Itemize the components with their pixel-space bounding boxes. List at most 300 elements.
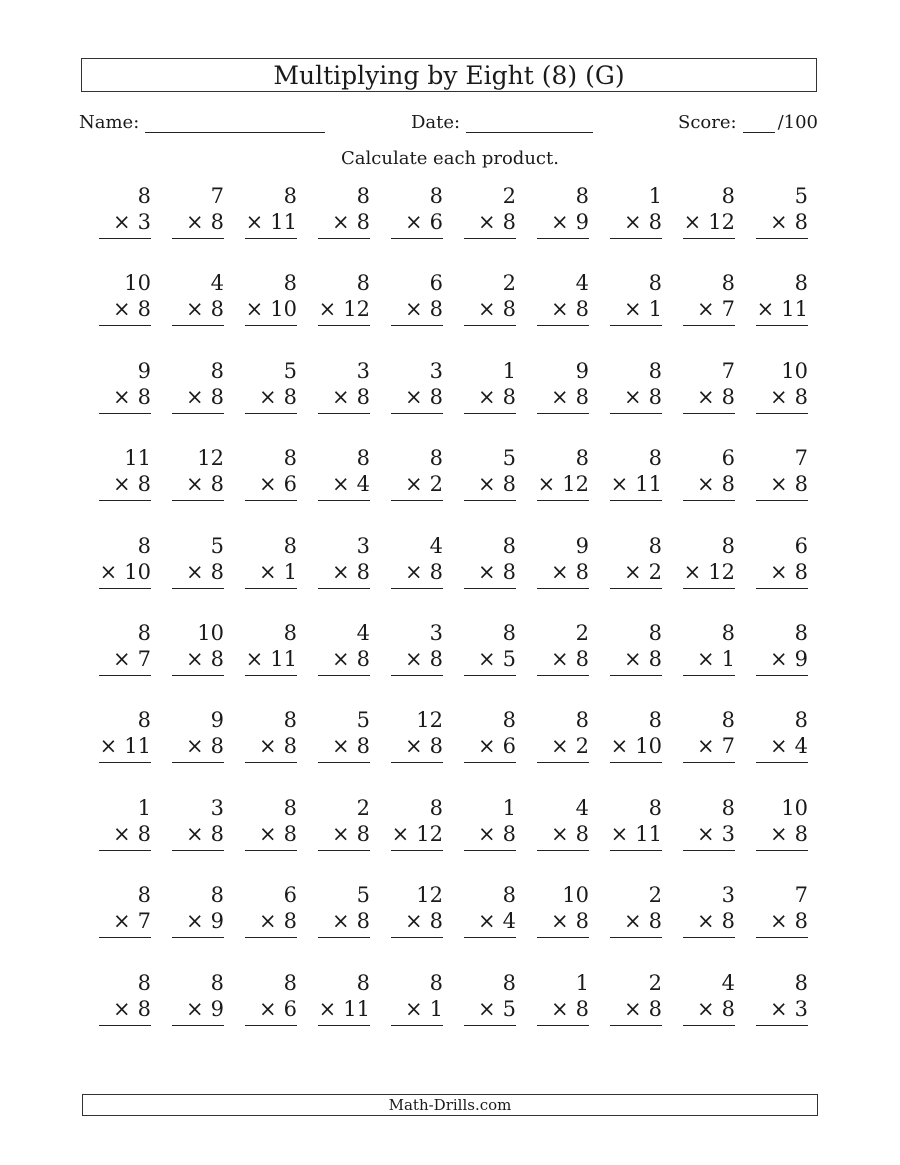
multiplier-line <box>318 908 370 938</box>
multiplicand: 1 <box>502 358 516 383</box>
multiplier-line <box>683 209 735 239</box>
multiplier-line <box>537 296 589 326</box>
multiplier: 8 <box>429 646 443 671</box>
multiplier: 8 <box>429 734 443 759</box>
times-operator: × <box>624 996 642 1021</box>
problem <box>301 793 374 880</box>
problem-grid <box>0 181 812 1055</box>
multiplier: 8 <box>210 210 224 234</box>
multiplicand: 8 <box>356 970 370 995</box>
multiplier: 8 <box>137 472 151 497</box>
problem <box>155 705 228 792</box>
multiplier-line <box>99 296 151 326</box>
multiplier-line <box>99 559 151 589</box>
multiplier-line <box>537 646 589 676</box>
multiplier-line <box>245 821 297 851</box>
times-operator: × <box>624 297 642 322</box>
problem <box>666 443 739 530</box>
problem <box>739 356 812 443</box>
multiplier: 9 <box>210 909 224 934</box>
multiplicand: 8 <box>137 620 151 645</box>
date-blank-line[interactable] <box>466 112 593 133</box>
multiplier: 6 <box>283 996 297 1021</box>
multiplier-line <box>172 296 224 326</box>
footer-credit: Math-Drills.com <box>82 1094 818 1116</box>
multiplier: 8 <box>356 384 370 409</box>
problem <box>374 531 447 618</box>
problem <box>593 880 666 967</box>
multiplier: 8 <box>429 909 443 934</box>
multiplier-line <box>245 209 297 239</box>
multiplier-line <box>391 646 443 676</box>
multiplicand: 5 <box>794 184 808 208</box>
multiplier: 8 <box>794 472 808 497</box>
problem <box>228 880 301 967</box>
multiplier-line <box>683 296 735 326</box>
multiplicand: 12 <box>416 883 443 908</box>
times-operator: × <box>186 996 204 1021</box>
multiplier: 8 <box>210 472 224 497</box>
problem <box>666 705 739 792</box>
times-operator: × <box>405 384 423 409</box>
times-operator: × <box>551 646 569 671</box>
problem <box>82 356 155 443</box>
times-operator: × <box>551 210 569 234</box>
multiplier-line <box>391 733 443 763</box>
problem <box>82 181 155 268</box>
multiplier-line <box>756 646 808 676</box>
multiplier-line <box>391 471 443 501</box>
problem <box>593 793 666 880</box>
multiplicand: 8 <box>794 970 808 995</box>
multiplicand: 8 <box>283 184 297 208</box>
multiplier: 8 <box>356 909 370 934</box>
multiplier: 11 <box>270 646 297 671</box>
problem <box>301 268 374 355</box>
times-operator: × <box>683 559 702 584</box>
multiplicand: 8 <box>794 708 808 733</box>
multiplier: 12 <box>708 559 735 584</box>
multiplicand: 7 <box>794 446 808 471</box>
multiplier: 8 <box>429 559 443 584</box>
problem <box>155 443 228 530</box>
times-operator: × <box>186 472 204 497</box>
multiplicand: 12 <box>416 708 443 733</box>
multiplier-line <box>683 733 735 763</box>
multiplier: 8 <box>356 821 370 846</box>
times-operator: × <box>697 734 715 759</box>
multiplier-line <box>245 296 297 326</box>
multiplicand: 3 <box>356 358 370 383</box>
problem <box>301 618 374 705</box>
problem <box>520 705 593 792</box>
multiplicand: 8 <box>721 271 735 296</box>
multiplicand: 7 <box>721 358 735 383</box>
times-operator: × <box>624 646 642 671</box>
multiplicand: 9 <box>575 533 589 558</box>
multiplicand: 8 <box>648 271 662 296</box>
problem <box>593 443 666 530</box>
problem <box>155 618 228 705</box>
problem <box>520 531 593 618</box>
multiplicand: 8 <box>575 708 589 733</box>
multiplier: 8 <box>137 821 151 846</box>
multiplier: 6 <box>429 210 443 234</box>
multiplier: 8 <box>648 909 662 934</box>
multiplicand: 8 <box>137 970 151 995</box>
multiplicand: 3 <box>721 883 735 908</box>
times-operator: × <box>537 472 556 497</box>
problem <box>155 531 228 618</box>
times-operator: × <box>770 909 788 934</box>
multiplicand: 2 <box>356 795 370 820</box>
times-operator: × <box>756 297 775 322</box>
times-operator: × <box>478 384 496 409</box>
multiplicand: 2 <box>502 271 516 296</box>
problem <box>593 968 666 1055</box>
times-operator: × <box>697 909 715 934</box>
problem <box>739 618 812 705</box>
times-operator: × <box>113 646 131 671</box>
multiplier: 7 <box>137 646 151 671</box>
times-operator: × <box>551 996 569 1021</box>
multiplier-line <box>683 821 735 851</box>
problem <box>447 968 520 1055</box>
multiplicand: 8 <box>429 184 443 208</box>
problem <box>374 443 447 530</box>
multiplicand: 12 <box>197 446 224 471</box>
problem <box>520 268 593 355</box>
multiplier-line <box>756 209 808 239</box>
multiplier: 8 <box>210 384 224 409</box>
times-operator: × <box>113 210 131 234</box>
multiplier-line <box>318 209 370 239</box>
multiplicand: 8 <box>794 620 808 645</box>
multiplier-line <box>537 384 589 414</box>
multiplier: 12 <box>708 210 735 234</box>
times-operator: × <box>770 472 788 497</box>
multiplier: 8 <box>210 559 224 584</box>
multiplier-line <box>391 384 443 414</box>
name-blank-line[interactable] <box>145 112 325 133</box>
multiplier: 8 <box>502 559 516 584</box>
worksheet-title: Multiplying by Eight (8) (G) <box>81 58 817 92</box>
problem <box>739 531 812 618</box>
times-operator: × <box>113 821 131 846</box>
multiplier-line <box>318 296 370 326</box>
multiplicand: 10 <box>197 620 224 645</box>
times-operator: × <box>697 646 715 671</box>
multiplicand: 8 <box>356 446 370 471</box>
problem <box>739 443 812 530</box>
multiplicand: 8 <box>794 271 808 296</box>
problem <box>666 968 739 1055</box>
problem <box>447 618 520 705</box>
problem <box>447 181 520 268</box>
multiplier: 8 <box>429 297 443 322</box>
multiplier-line <box>610 996 662 1026</box>
multiplicand: 8 <box>721 620 735 645</box>
times-operator: × <box>770 646 788 671</box>
multiplicand: 8 <box>502 620 516 645</box>
times-operator: × <box>770 559 788 584</box>
multiplier-line <box>537 996 589 1026</box>
multiplicand: 5 <box>356 708 370 733</box>
problem <box>374 268 447 355</box>
multiplier-line <box>756 559 808 589</box>
times-operator: × <box>610 734 629 759</box>
problem <box>155 793 228 880</box>
multiplier-line <box>99 908 151 938</box>
problem <box>666 356 739 443</box>
multiplicand: 8 <box>283 446 297 471</box>
multiplier-line <box>537 908 589 938</box>
multiplier: 8 <box>575 297 589 322</box>
problem <box>82 705 155 792</box>
times-operator: × <box>318 297 337 322</box>
multiplicand: 8 <box>283 708 297 733</box>
multiplier: 8 <box>648 384 662 409</box>
multiplier: 8 <box>210 734 224 759</box>
problem <box>739 705 812 792</box>
multiplier: 8 <box>721 909 735 934</box>
multiplicand: 8 <box>283 533 297 558</box>
multiplier-line <box>99 996 151 1026</box>
times-operator: × <box>186 559 204 584</box>
multiplicand: 8 <box>137 708 151 733</box>
multiplicand: 1 <box>648 184 662 208</box>
multiplicand: 8 <box>137 883 151 908</box>
problem <box>520 181 593 268</box>
times-operator: × <box>770 821 788 846</box>
problem <box>301 356 374 443</box>
multiplier-line <box>610 908 662 938</box>
multiplier-line <box>610 821 662 851</box>
multiplier-line <box>537 733 589 763</box>
multiplicand: 3 <box>356 533 370 558</box>
problem <box>374 705 447 792</box>
score-label: Score: <box>678 112 737 133</box>
times-operator: × <box>551 559 569 584</box>
problem <box>82 268 155 355</box>
multiplier: 8 <box>137 996 151 1021</box>
multiplier: 8 <box>575 384 589 409</box>
multiplier-line <box>318 559 370 589</box>
times-operator: × <box>113 297 131 322</box>
multiplier: 8 <box>502 384 516 409</box>
multiplier-line <box>318 471 370 501</box>
times-operator: × <box>245 210 264 234</box>
multiplier: 11 <box>124 734 151 759</box>
multiplicand: 8 <box>210 358 224 383</box>
multiplicand: 8 <box>210 970 224 995</box>
multiplier: 3 <box>721 821 735 846</box>
multiplicand: 8 <box>721 708 735 733</box>
multiplier-line <box>683 996 735 1026</box>
times-operator: × <box>770 384 788 409</box>
times-operator: × <box>624 384 642 409</box>
times-operator: × <box>113 909 131 934</box>
multiplicand: 4 <box>721 970 735 995</box>
multiplier-line <box>756 733 808 763</box>
problem <box>520 793 593 880</box>
date-label: Date: <box>411 112 461 133</box>
multiplier: 8 <box>575 646 589 671</box>
multiplier-line <box>318 646 370 676</box>
times-operator: × <box>113 472 131 497</box>
multiplier: 8 <box>210 646 224 671</box>
multiplier: 8 <box>648 996 662 1021</box>
multiplicand: 4 <box>429 533 443 558</box>
multiplier-line <box>245 733 297 763</box>
multiplicand: 8 <box>721 184 735 208</box>
multiplicand: 5 <box>502 446 516 471</box>
multiplier-line <box>756 471 808 501</box>
multiplier-line <box>683 559 735 589</box>
times-operator: × <box>610 821 629 846</box>
multiplier-line <box>172 559 224 589</box>
problem <box>228 443 301 530</box>
multiplier: 4 <box>356 472 370 497</box>
multiplier: 8 <box>648 210 662 234</box>
problem <box>374 356 447 443</box>
multiplier-line <box>172 908 224 938</box>
times-operator: × <box>697 297 715 322</box>
problem <box>155 181 228 268</box>
multiplier: 8 <box>283 909 297 934</box>
multiplier: 5 <box>502 996 516 1021</box>
problem <box>82 443 155 530</box>
multiplier: 11 <box>270 210 297 234</box>
times-operator: × <box>405 734 423 759</box>
multiplicand: 8 <box>648 358 662 383</box>
times-operator: × <box>259 472 277 497</box>
date-field <box>411 112 593 133</box>
times-operator: × <box>551 384 569 409</box>
times-operator: × <box>186 297 204 322</box>
problem <box>447 356 520 443</box>
multiplier: 3 <box>137 210 151 234</box>
problem <box>593 618 666 705</box>
problem <box>447 268 520 355</box>
multiplicand: 6 <box>429 271 443 296</box>
times-operator: × <box>770 210 788 234</box>
score-field <box>678 112 818 133</box>
multiplier-line <box>99 821 151 851</box>
problem <box>301 880 374 967</box>
times-operator: × <box>259 559 277 584</box>
multiplier: 8 <box>502 821 516 846</box>
multiplicand: 11 <box>124 446 151 471</box>
multiplicand: 8 <box>283 970 297 995</box>
multiplicand: 8 <box>575 184 589 208</box>
problem <box>82 618 155 705</box>
multiplier: 8 <box>575 909 589 934</box>
score-blank-line[interactable] <box>743 112 775 133</box>
times-operator: × <box>610 472 629 497</box>
multiplier: 8 <box>356 646 370 671</box>
multiplier-line <box>756 296 808 326</box>
multiplier: 4 <box>794 734 808 759</box>
multiplicand: 1 <box>137 795 151 820</box>
times-operator: × <box>259 734 277 759</box>
multiplier: 10 <box>124 559 151 584</box>
multiplier: 8 <box>429 384 443 409</box>
multiplier: 11 <box>781 297 808 322</box>
multiplier: 11 <box>635 472 662 497</box>
multiplier: 8 <box>721 384 735 409</box>
instructions: Calculate each product. <box>341 148 559 169</box>
times-operator: × <box>478 996 496 1021</box>
multiplier: 8 <box>283 384 297 409</box>
multiplier-line <box>610 471 662 501</box>
multiplicand: 8 <box>502 883 516 908</box>
problem <box>593 181 666 268</box>
multiplicand: 8 <box>429 795 443 820</box>
multiplicand: 8 <box>502 708 516 733</box>
multiplier: 12 <box>416 821 443 846</box>
times-operator: × <box>332 909 350 934</box>
multiplier-line <box>756 996 808 1026</box>
times-operator: × <box>478 821 496 846</box>
multiplier: 8 <box>575 821 589 846</box>
times-operator: × <box>624 909 642 934</box>
multiplier: 8 <box>137 384 151 409</box>
multiplier: 9 <box>575 210 589 234</box>
multiplier: 6 <box>283 472 297 497</box>
multiplier: 8 <box>502 472 516 497</box>
times-operator: × <box>551 734 569 759</box>
times-operator: × <box>332 210 350 234</box>
multiplier-line <box>99 209 151 239</box>
multiplicand: 8 <box>502 533 516 558</box>
times-operator: × <box>478 472 496 497</box>
multiplier-line <box>172 471 224 501</box>
multiplier: 8 <box>794 821 808 846</box>
multiplier-line <box>756 384 808 414</box>
multiplier-line <box>99 733 151 763</box>
multiplier: 8 <box>210 821 224 846</box>
multiplier-line <box>318 384 370 414</box>
times-operator: × <box>478 734 496 759</box>
multiplier-line <box>464 384 516 414</box>
problem <box>739 880 812 967</box>
times-operator: × <box>186 646 204 671</box>
multiplier: 8 <box>356 210 370 234</box>
multiplier: 8 <box>794 909 808 934</box>
multiplier: 10 <box>635 734 662 759</box>
problem <box>739 181 812 268</box>
multiplicand: 6 <box>283 883 297 908</box>
problem <box>374 968 447 1055</box>
times-operator: × <box>113 996 131 1021</box>
multiplier-line <box>464 996 516 1026</box>
multiplicand: 8 <box>721 795 735 820</box>
times-operator: × <box>332 472 350 497</box>
times-operator: × <box>697 472 715 497</box>
problem <box>155 356 228 443</box>
problem <box>82 880 155 967</box>
multiplier-line <box>99 646 151 676</box>
problem <box>374 181 447 268</box>
times-operator: × <box>551 909 569 934</box>
multiplicand: 2 <box>575 620 589 645</box>
multiplicand: 2 <box>648 970 662 995</box>
times-operator: × <box>186 734 204 759</box>
multiplicand: 8 <box>283 620 297 645</box>
times-operator: × <box>697 996 715 1021</box>
multiplier: 12 <box>562 472 589 497</box>
